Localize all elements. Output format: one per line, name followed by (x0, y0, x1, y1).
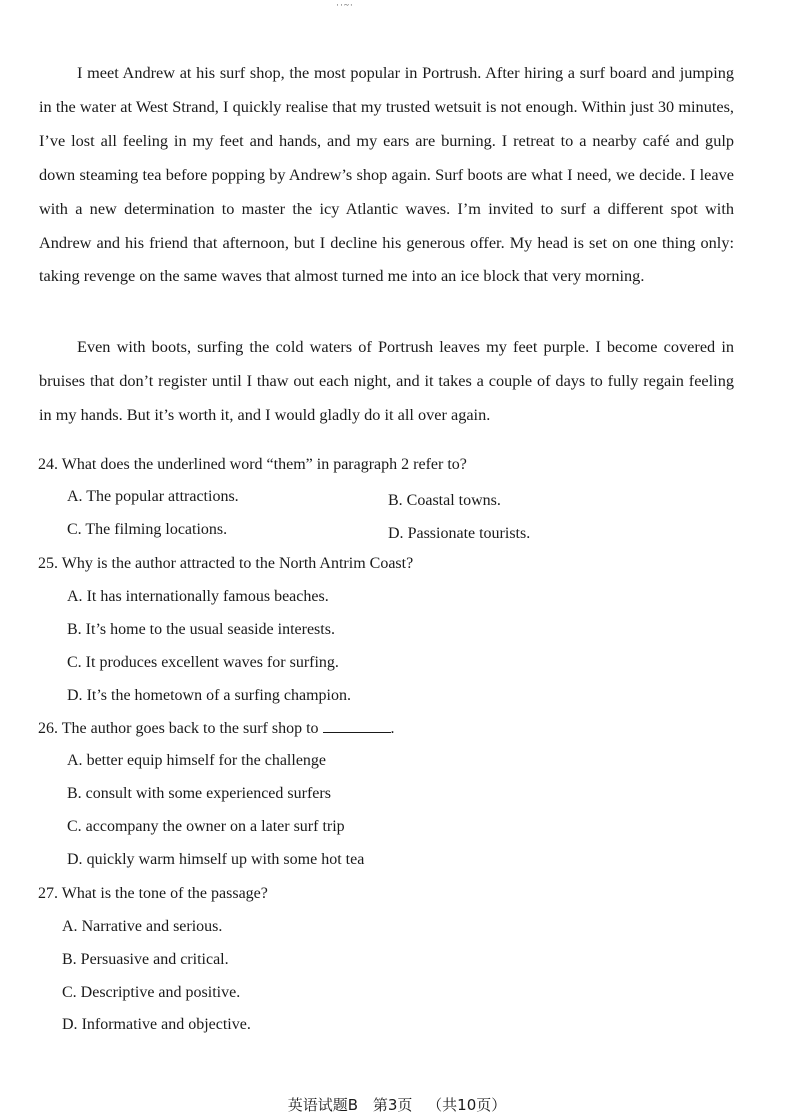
option-text: It’s home to the usual seaside interests. (85, 621, 335, 638)
option-label: B. (67, 621, 82, 638)
passage-paragraph-2 (39, 330, 734, 432)
footer-total-pages: （共10页） (427, 1096, 507, 1114)
option-label: A. (67, 752, 83, 769)
question-27-option-a[interactable] (62, 916, 222, 938)
page-footer (0, 1094, 794, 1115)
question-number: 27. (38, 885, 58, 902)
question-27-option-c[interactable] (62, 982, 240, 1004)
option-text: quickly warm himself up with some hot tea (86, 851, 365, 868)
question-25-option-d[interactable] (67, 685, 351, 707)
question-24-option-a[interactable] (67, 486, 239, 508)
question-stem: The author goes back to the surf shop to (61, 720, 319, 737)
footer-subject: 英语试题B (287, 1096, 359, 1114)
question-24-option-c[interactable] (67, 519, 227, 541)
question-stem: What is the tone of the passage? (61, 885, 268, 902)
option-label: D. (67, 851, 83, 868)
paragraph-1-text: I meet Andrew at his surf shop, the most popular in Portrush. After hiring a surf board and jumping in the water at West Strand, I quickly realise that my trusted wetsuit is not enough. Within just 30 minutes, I’ve lost all feeling in my feet and hands, and my ears are burning. I retreat to a nearby café and gulp down steaming tea before popping by Andrew’s shop again. Surf boots are what I need, we decide. I leave with a new determination to master the icy Atlantic waves. I’m invited to surf a different spot with Andrew and his friend that afternoon, but I decline his generous offer. My head is set on one thing only: taking revenge on the same waves that almost turned me into an ice block that very morning. (39, 63, 734, 286)
option-label: C. (62, 984, 77, 1001)
question-number: 26. (38, 720, 58, 737)
option-text: Informative and objective. (81, 1016, 251, 1033)
option-text: Persuasive and critical. (80, 951, 229, 968)
question-25-option-a[interactable] (67, 586, 329, 608)
question-25-option-c[interactable] (67, 652, 339, 674)
option-text: Passionate tourists. (407, 525, 531, 542)
question-25 (38, 553, 413, 575)
footer-page-number: 第3页 (372, 1096, 413, 1114)
question-number: 24. (38, 456, 58, 473)
question-27 (38, 883, 268, 905)
question-27-option-b[interactable] (62, 949, 229, 971)
option-label: A. (67, 488, 83, 505)
passage-paragraph-1 (39, 56, 734, 293)
question-26-option-c[interactable] (67, 816, 345, 838)
question-24 (38, 454, 467, 476)
scan-mark: ··~· (336, 0, 354, 10)
question-24-option-d[interactable] (388, 523, 530, 545)
option-label: D. (388, 525, 404, 542)
option-label: C. (67, 521, 82, 538)
question-26-option-d[interactable] (67, 849, 364, 871)
question-27-option-d[interactable] (62, 1014, 251, 1036)
option-text: better equip himself for the challenge (86, 752, 327, 769)
option-text: consult with some experienced surfers (85, 785, 331, 802)
option-text: The popular attractions. (86, 488, 239, 505)
option-text: It produces excellent waves for surfing. (85, 654, 339, 671)
option-text: The filming locations. (85, 521, 228, 538)
option-label: C. (67, 818, 82, 835)
question-26 (38, 718, 395, 740)
paragraph-2-text: Even with boots, surfing the cold waters of Portrush leaves my feet purple. I become covered in bruises that don’t register until I thaw out each night, and it takes a couple of days to fully regain feeling in my hands. But it’s worth it, and I would gladly do it all over again. (39, 337, 734, 424)
option-text: Coastal towns. (406, 492, 501, 509)
option-label: C. (67, 654, 82, 671)
option-label: B. (67, 785, 82, 802)
question-24-option-b[interactable] (388, 490, 501, 512)
question-25-option-b[interactable] (67, 619, 335, 641)
question-26-option-b[interactable] (67, 783, 331, 805)
question-number: 25. (38, 555, 58, 572)
option-label: A. (62, 918, 78, 935)
option-text: Narrative and serious. (81, 918, 223, 935)
question-26-option-a[interactable] (67, 750, 326, 772)
answer-blank[interactable] (323, 718, 391, 733)
question-stem: Why is the author attracted to the North Antrim Coast? (61, 555, 414, 572)
option-text: It’s the hometown of a surfing champion. (86, 687, 351, 704)
option-label: A. (67, 588, 83, 605)
option-label: B. (62, 951, 77, 968)
option-text: Descriptive and positive. (80, 984, 241, 1001)
option-text: accompany the owner on a later surf trip (85, 818, 345, 835)
option-label: D. (67, 687, 83, 704)
question-stem-end: . (390, 720, 395, 737)
option-label: B. (388, 492, 403, 509)
option-text: It has internationally famous beaches. (86, 588, 329, 605)
option-label: D. (62, 1016, 78, 1033)
question-stem: What does the underlined word “them” in paragraph 2 refer to? (61, 456, 467, 473)
